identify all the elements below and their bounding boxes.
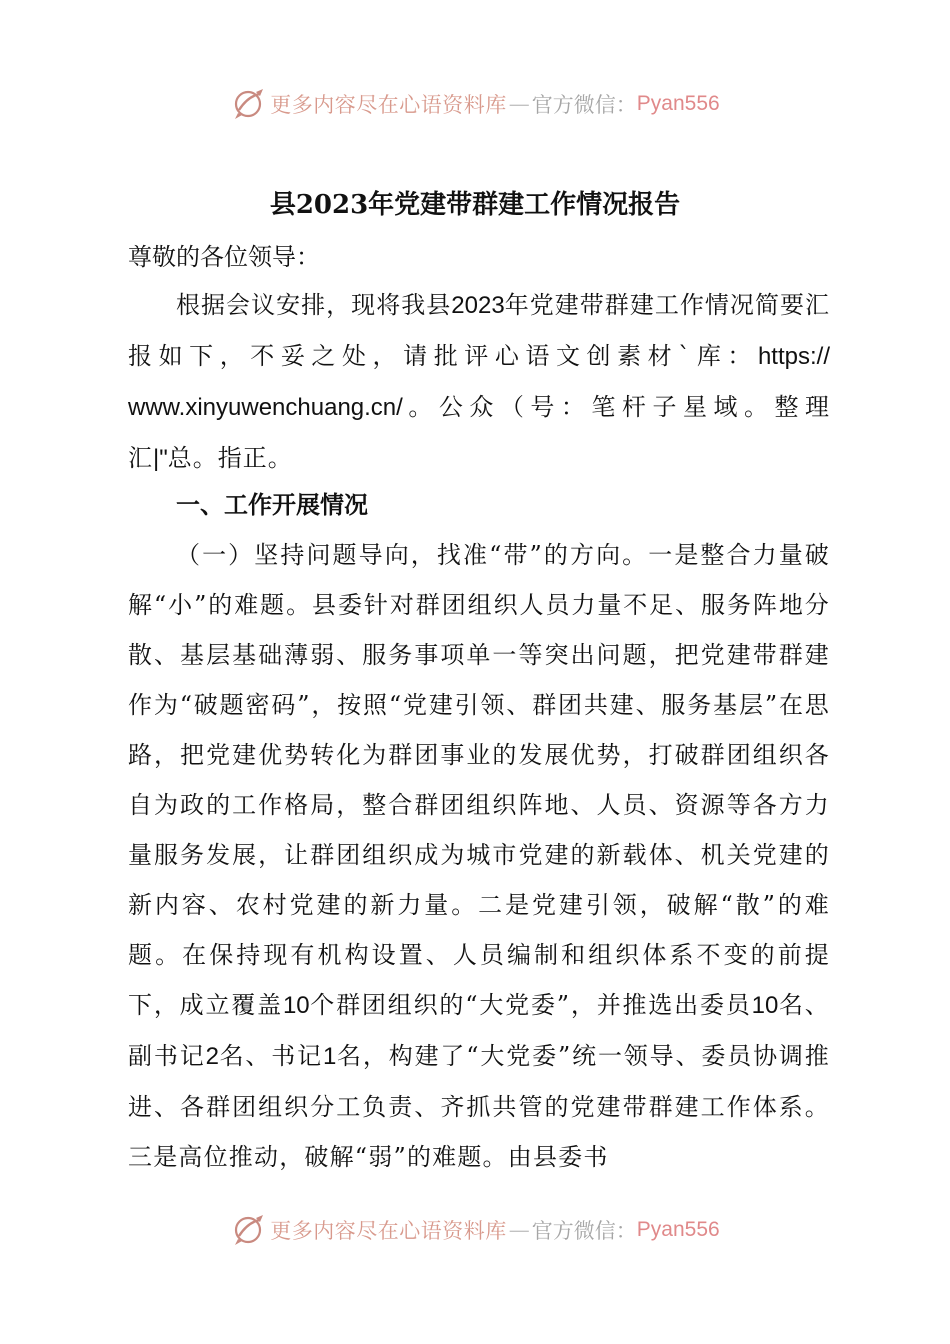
paragraph-text: 名，构建了“大党委”统一领导、委员协调推进、各群团组织分工负责、齐抓共管的党建带群建工作体系。三是高位推动，破解“弱”的难题。由县委书 (128, 1042, 830, 1171)
paragraph-text: 名、副书记 (128, 991, 831, 1070)
intro-text: 根据会议安排，现将我县 (176, 291, 452, 319)
pen-logo-icon (230, 1212, 266, 1248)
intro-year: 2023 (451, 292, 505, 319)
paragraph-text: （一）坚持问题导向，找准“带”的方向。一是整合力量破解“小”的难题。县委针对群团组织人员力量不足、服务阵地分散、基层基础薄弱、服务事项单一等突出问题，把党建带群建作为“破题密码”，按照“党建引领、群团共建、服务基层”在思路，把党建优势转化为群团事业的发展优势，打破群团组织各自为政的工作格局，整合群团组织阵地、人员、资源等各方力量服务发展，让群团组织成为城市党建的新载体、机关党建的新内容、农村党建的新力量。二是党建引领，破解“散”的难题。在保持现有机构设置、人员编制和组织体系不变的前提下，成立覆盖 (128, 541, 830, 1019)
header-watermark (0, 82, 950, 126)
banner-wechat-id: Pyan556 (636, 92, 720, 115)
intro-stray-mark: |" (153, 445, 168, 472)
banner-separator: — (508, 1218, 530, 1242)
intro-text: 年党建带群建工作情况简要汇报如下，不妥之处，请批评心语文创素材`库： (128, 291, 831, 370)
intro-url: https:// www.xinyuwenchuang.cn/ (128, 343, 830, 421)
footer-watermark (0, 1208, 950, 1252)
paragraph-text: 名、书记 (218, 1042, 323, 1070)
paragraph-number: 10 (282, 992, 310, 1019)
section-heading: 一、工作开展情况 (176, 490, 368, 519)
banner-official-label: 官方微信： (531, 1219, 637, 1243)
banner-separator: — (508, 92, 530, 116)
intro-text: 。公众（号：笔杆子星域。整理汇 (128, 393, 830, 472)
paragraph-number: 1 (323, 1043, 337, 1070)
banner-wechat-id: Pyan556 (636, 1218, 720, 1241)
paragraph-text: 个群团组织的“大党委”，并推选出委员 (309, 991, 752, 1019)
paragraph-number: 10 (751, 992, 779, 1019)
paragraph-number: 2 (205, 1043, 219, 1070)
banner-official-label: 官方微信： (531, 93, 637, 117)
pen-logo-icon (230, 86, 266, 122)
salutation: 尊敬的各位领导： (128, 243, 320, 271)
banner-brand: 更多内容尽在心语资料库 (270, 1219, 507, 1243)
document-title: 县2023年党建带群建工作情况报告 (269, 190, 681, 220)
intro-paragraph (128, 280, 830, 484)
body-paragraph (128, 530, 830, 1182)
intro-text: 总。指正。 (167, 444, 293, 472)
banner-brand: 更多内容尽在心语资料库 (270, 93, 507, 117)
